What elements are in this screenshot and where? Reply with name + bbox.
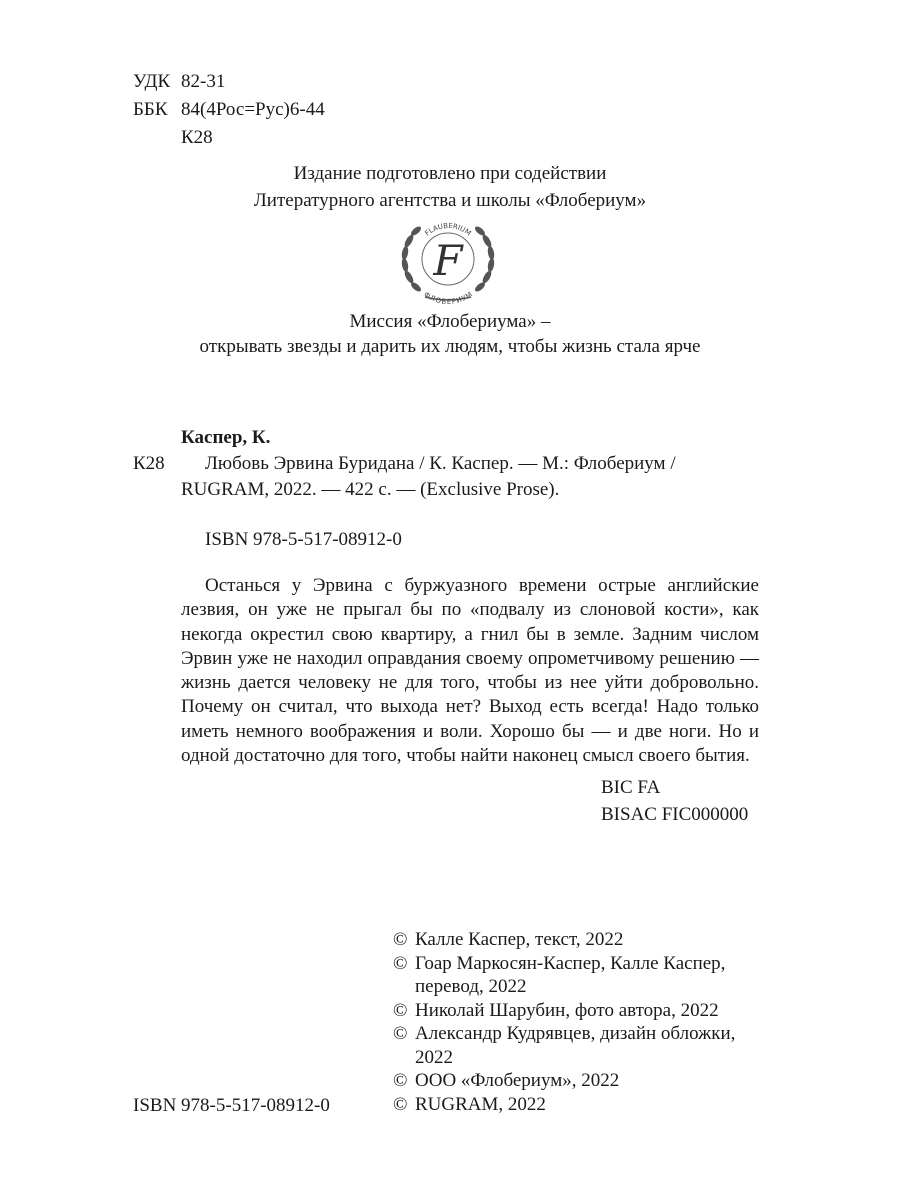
udk-label: УДК xyxy=(133,71,171,92)
copyright-icon: © xyxy=(393,1093,408,1115)
copyright-list xyxy=(393,928,773,1116)
copyright-item xyxy=(393,1093,773,1117)
bisac-code: BISAC FIC000000 xyxy=(601,804,749,825)
copyright-icon: © xyxy=(393,999,408,1021)
author-name: Каспер, К. xyxy=(181,427,271,448)
svg-text:F: F xyxy=(433,236,463,285)
bibliography-line-1: Любовь Эрвина Буридана / К. Каспер. — М.: Флобериум / xyxy=(205,453,676,474)
copyright-text: Гоар Маркосян-Каспер, Калле Каспер, перевод, 2022 xyxy=(415,952,726,997)
sponsor-line-1: Издание подготовлено при содействии xyxy=(293,163,607,184)
flauberium-logo-icon xyxy=(395,213,501,305)
bbk-label: ББК xyxy=(133,99,168,120)
copyright-text: Николай Шарубин, фото автора, 2022 xyxy=(415,999,719,1021)
copyright-item xyxy=(393,1069,773,1093)
bic-code: BIC FA xyxy=(601,777,661,798)
annotation-block xyxy=(181,574,759,768)
bibliography-line-2: RUGRAM, 2022. — 422 с. — (Exclusive Prose). xyxy=(181,479,560,500)
copyright-item xyxy=(393,1022,773,1069)
copyright-item xyxy=(393,999,773,1023)
footer-isbn: ISBN 978-5-517-08912-0 xyxy=(133,1095,330,1116)
author-mark: К28 xyxy=(181,127,213,148)
copyright-text: ООО «Флобериум», 2022 xyxy=(415,1070,620,1091)
mission-line-2: открывать звезды и дарить их людям, чтобы жизнь стала ярче xyxy=(199,336,701,357)
copyright-icon: © xyxy=(393,1023,408,1044)
copyright-item xyxy=(393,952,773,999)
copyright-text: RUGRAM, 2022 xyxy=(415,1093,546,1115)
udk-value: 82-31 xyxy=(181,71,226,92)
copyright-text: Александр Кудрявцев, дизайн обложки, 2022 xyxy=(415,1023,736,1068)
bibliography-isbn: ISBN 978-5-517-08912-0 xyxy=(205,529,402,550)
svg-text:FLAUBERIUM: FLAUBERIUM xyxy=(423,221,473,238)
copyright-icon: © xyxy=(393,929,408,950)
copyright-icon: © xyxy=(393,1070,408,1091)
svg-text:ФЛОБЕРИУМ: ФЛОБЕРИУМ xyxy=(422,290,474,305)
copyright-icon: © xyxy=(393,952,408,974)
annotation-text: Останься у Эрвина с буржуазного времени острые английские лезвия, он уже не прыгал бы по «подвалу из слоновой кости», как некогда окрестил свою квартиру, а гнил бы в земле. Задним числом Эрвин уже не находил оправдания своему опрометчивому решению — жизнь дается человеку не для того, чтобы из нее уйти добровольно. Почему он считал, что выхода нет? Выход есть всегда! Надо только иметь немного воображения и воли. Хорошо бы — и две ноги. Но и одной достаточно для того, чтобы найти наконец смысл своего бытия. xyxy=(181,575,759,767)
copyright-item xyxy=(393,928,773,952)
copyright-text: Калле Каспер, текст, 2022 xyxy=(415,929,624,950)
bbk-value: 84(4Рос=Рус)6-44 xyxy=(181,99,325,120)
bibliography-mark: К28 xyxy=(133,453,165,474)
sponsor-line-2: Литературного агентства и школы «Флобериум» xyxy=(253,190,647,211)
mission-line-1: Миссия «Флобериума» – xyxy=(349,311,551,332)
